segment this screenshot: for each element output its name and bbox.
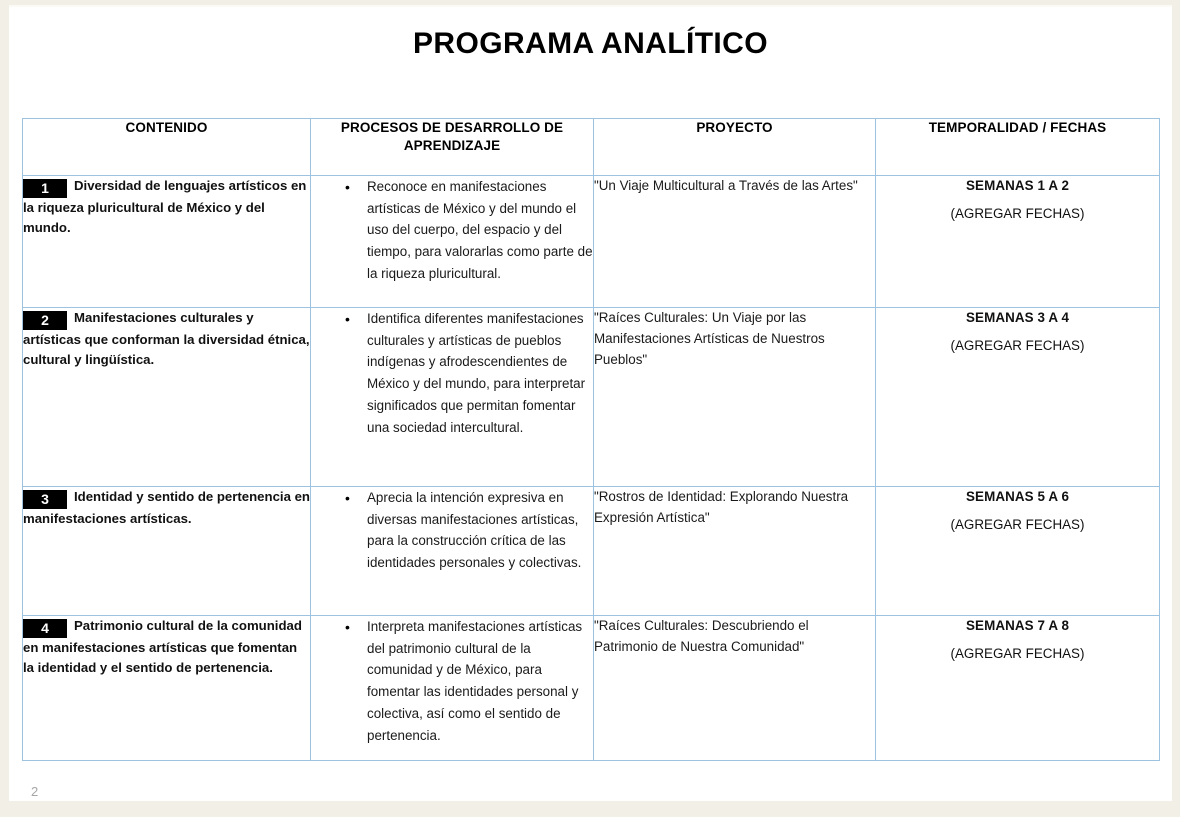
list-item: [345, 487, 593, 574]
bullet-icon: •: [345, 490, 350, 506]
table-row: [23, 487, 1160, 616]
procesos-text: Reconoce en manifestaciones artísticas de México y del mundo el uso del cuerpo, del espacio y del tiempo, para valorarlas como parte de la riqueza pluricultural.: [367, 179, 593, 281]
content-number-badge: 2: [23, 311, 67, 330]
bullet-icon: •: [345, 311, 350, 327]
column-header-procesos: PROCESOS DE DESARROLLO DE APRENDIZAJE: [311, 119, 594, 176]
program-table-wrapper: [22, 118, 1159, 761]
bullet-icon: •: [345, 619, 350, 635]
cell-contenido: [23, 487, 311, 616]
semanas-label: SEMANAS 7 A 8: [966, 618, 1069, 633]
content-number-badge: 1: [23, 179, 67, 198]
fechas-placeholder[interactable]: (AGREGAR FECHAS): [950, 516, 1085, 532]
cell-procesos: [311, 487, 594, 616]
content-text: Patrimonio cultural de la comunidad en manifestaciones artísticas que fomentan la identidad y el sentido de pertenencia.: [23, 618, 302, 676]
cell-contenido: [23, 616, 311, 761]
page-number: 2: [31, 784, 39, 799]
semanas-label: SEMANAS 5 A 6: [966, 489, 1069, 504]
fechas-placeholder[interactable]: (AGREGAR FECHAS): [950, 205, 1085, 221]
cell-procesos: [311, 616, 594, 761]
semanas-label: SEMANAS 3 A 4: [966, 310, 1069, 325]
semanas-label: SEMANAS 1 A 2: [966, 178, 1069, 193]
list-item: [345, 176, 593, 285]
procesos-text: Interpreta manifestaciones artísticas del patrimonio cultural de la comunidad y de México, para fomentar las identidades personal y colectiva, así como el sentido de pertenencia.: [367, 619, 583, 743]
column-header-contenido: CONTENIDO: [23, 119, 311, 176]
column-header-proyecto: PROYECTO: [594, 119, 876, 176]
content-number-badge: 4: [23, 619, 67, 638]
procesos-list: [311, 176, 593, 285]
content-text: Identidad y sentido de pertenencia en manifestaciones artísticas.: [23, 489, 310, 526]
table-header-row: [23, 119, 1160, 176]
procesos-list: [311, 308, 593, 438]
content-text: Manifestaciones culturales y artísticas que conforman la diversidad étnica, cultural y lingüística.: [23, 310, 310, 368]
cell-procesos: [311, 176, 594, 308]
cell-procesos: [311, 308, 594, 487]
cell-proyecto: "Raíces Culturales: Descubriendo el Patrimonio de Nuestra Comunidad": [594, 616, 876, 761]
procesos-list: [311, 487, 593, 574]
fechas-placeholder[interactable]: (AGREGAR FECHAS): [950, 645, 1085, 661]
cell-proyecto: "Un Viaje Multicultural a Través de las Artes": [594, 176, 876, 308]
cell-contenido: [23, 176, 311, 308]
list-item: [345, 308, 593, 438]
content-text: Diversidad de lenguajes artísticos en la riqueza pluricultural de México y del mundo.: [23, 178, 307, 236]
table-row: [23, 308, 1160, 487]
cell-proyecto: "Rostros de Identidad: Explorando Nuestra Expresión Artística": [594, 487, 876, 616]
content-number-badge: 3: [23, 490, 67, 509]
cell-temporalidad: [876, 308, 1160, 487]
table-row: [23, 176, 1160, 308]
fechas-placeholder[interactable]: (AGREGAR FECHAS): [950, 337, 1085, 353]
program-analytic-table: [22, 118, 1160, 761]
cell-temporalidad: [876, 176, 1160, 308]
document-page: [9, 7, 1172, 801]
procesos-list: [311, 616, 593, 746]
page-title: PROGRAMA ANALÍTICO: [413, 27, 768, 60]
cell-temporalidad: [876, 616, 1160, 761]
table-row: [23, 616, 1160, 761]
procesos-text: Aprecia la intención expresiva en diversas manifestaciones artísticas, para la construcción crítica de las identidades personales y colectivas.: [367, 490, 582, 571]
bullet-icon: •: [345, 179, 350, 195]
cell-proyecto: "Raíces Culturales: Un Viaje por las Manifestaciones Artísticas de Nuestros Pueblos": [594, 308, 876, 487]
column-header-temporalidad: TEMPORALIDAD / FECHAS: [876, 119, 1160, 176]
cell-temporalidad: [876, 487, 1160, 616]
list-item: [345, 616, 593, 746]
procesos-text: Identifica diferentes manifestaciones culturales y artísticas de pueblos indígenas y afrodescendientes de México y del mundo, para interpretar significados que permitan fomentar una sociedad intercultural.: [367, 311, 586, 435]
cell-contenido: [23, 308, 311, 487]
